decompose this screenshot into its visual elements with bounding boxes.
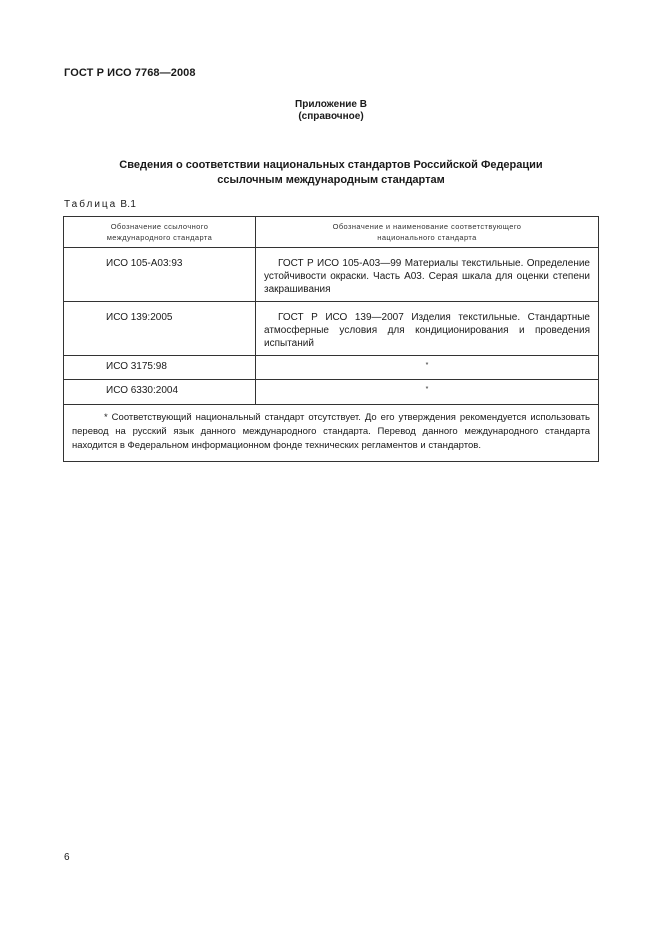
appendix-subtitle: (справочное) [298,111,364,122]
international-code-cell: ИСО 6330:2004 [64,380,256,405]
column-header-national [256,217,599,248]
page-number: 6 [64,852,70,863]
table-row [64,356,599,380]
column-header-national-line2: национального стандарта [377,233,477,242]
section-heading-line2: ссылочным международным стандартам [217,174,445,186]
section-heading-line1: Сведения о соответствии национальных стандартов Российской Федерации [119,159,543,171]
document-code: ГОСТ Р ИСО 7768—2008 [64,67,196,79]
section-heading [0,158,662,188]
table-footnote-row [64,405,599,462]
national-standard-cell: * [256,380,599,405]
table-caption [64,199,136,210]
table-row [64,248,599,302]
column-header-international-line2: международного стандарта [106,233,213,242]
national-standard-cell: ГОСТ Р ИСО 105-А03—99 Материалы текстильные. Определение устойчивости окраски. Часть А03. Серая шкала для оценки степени закрашивания [256,248,599,302]
table-row [64,302,599,356]
international-code-cell: ИСО 105-А03:93 [64,248,256,302]
column-header-international-line1: Обозначение ссылочного [110,222,209,231]
table-caption-number: В.1 [120,199,137,210]
appendix-heading [0,99,662,123]
table-header-row [64,217,599,248]
table-caption-word: Таблица [64,199,118,210]
national-standard-cell: * [256,356,599,380]
table-row [64,380,599,405]
column-header-international [64,217,256,248]
international-code-cell: ИСО 139:2005 [64,302,256,356]
table-footnote: * Соответствующий национальный стандарт отсутствует. До его утверждения рекомендуется использовать перевод на русский язык данного международного стандарта. Перевод данного международного стандарта находится в Федеральном информационном фонде технических регламентов и стандартов. [64,405,599,462]
national-standard-cell: ГОСТ Р ИСО 139—2007 Изделия текстильные. Стандартные атмосферные условия для кондиционирования и проведения испытаний [256,302,599,356]
column-header-national-line1: Обозначение и наименование соответствующего [332,222,522,231]
international-code-cell: ИСО 3175:98 [64,356,256,380]
correspondence-table [63,216,599,462]
appendix-title: Приложение В [295,99,367,110]
